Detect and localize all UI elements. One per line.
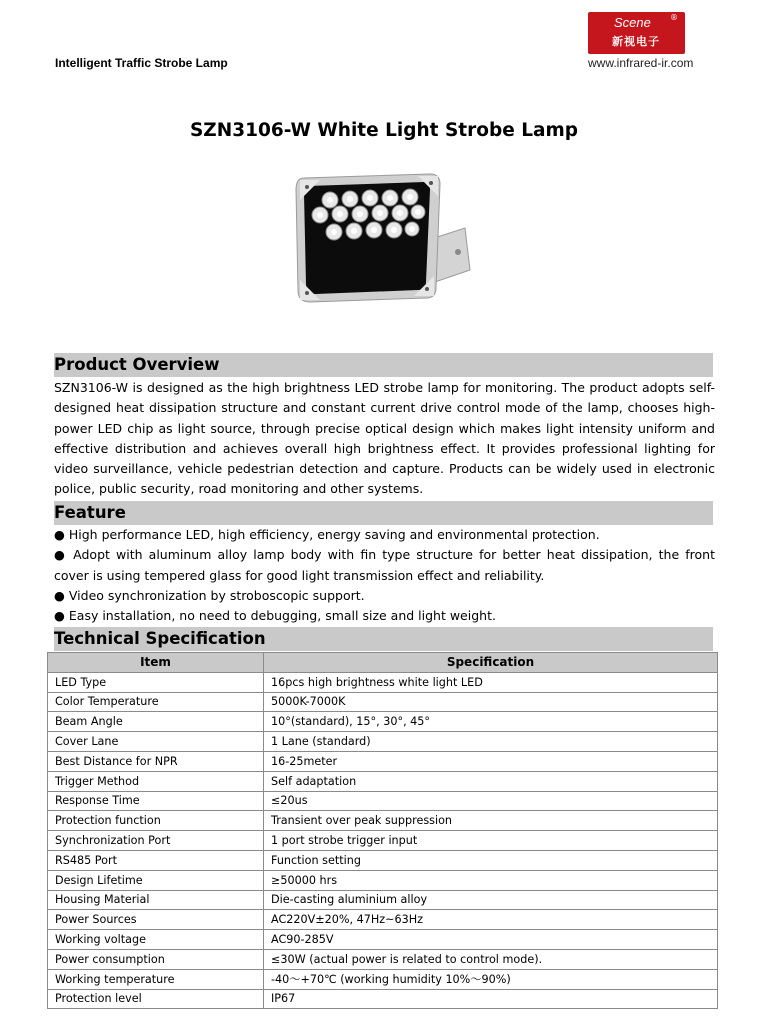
feature-heading-text: Feature bbox=[54, 503, 126, 522]
spec-value-cell: Self adaptation bbox=[264, 771, 718, 791]
spec-value-cell: Die-casting aluminium alloy bbox=[264, 890, 718, 910]
overview-paragraph bbox=[54, 378, 715, 500]
brand-logo bbox=[588, 12, 685, 54]
table-row bbox=[48, 969, 718, 989]
spec-value-cell: 1 Lane (standard) bbox=[264, 732, 718, 752]
table-row bbox=[48, 791, 718, 811]
spec-value-cell: 16-25meter bbox=[264, 751, 718, 771]
spec-col-item-header: Item bbox=[48, 653, 264, 673]
spec-value-cell: -40～+70℃ (working humidity 10%～90%) bbox=[264, 969, 718, 989]
table-row bbox=[48, 692, 718, 712]
spec-value-cell: 10°(standard), 15°, 30°, 45° bbox=[264, 712, 718, 732]
spec-item-cell: Protection function bbox=[48, 811, 264, 831]
table-row bbox=[48, 930, 718, 950]
spec-table bbox=[47, 652, 718, 1009]
spec-value-cell: 1 port strobe trigger input bbox=[264, 831, 718, 851]
spec-value-cell: Transient over peak suppression bbox=[264, 811, 718, 831]
feature-item: ● Easy installation, no need to debugging, small size and light weight. bbox=[54, 608, 496, 624]
table-row bbox=[48, 811, 718, 831]
spec-item-cell: Working temperature bbox=[48, 969, 264, 989]
spec-value-cell: AC90-285V bbox=[264, 930, 718, 950]
logo-brand-text: Scene bbox=[614, 15, 651, 30]
spec-item-cell: Response Time bbox=[48, 791, 264, 811]
spec-col-spec-header: Specification bbox=[264, 653, 718, 673]
spec-item-cell: Synchronization Port bbox=[48, 831, 264, 851]
spec-item-cell: Best Distance for NPR bbox=[48, 751, 264, 771]
section-heading-feature bbox=[54, 501, 713, 525]
spec-item-cell: Color Temperature bbox=[48, 692, 264, 712]
table-row bbox=[48, 850, 718, 870]
spec-item-cell: Design Lifetime bbox=[48, 870, 264, 890]
spec-value-cell: IP67 bbox=[264, 989, 718, 1009]
spec-item-cell: Housing Material bbox=[48, 890, 264, 910]
table-row bbox=[48, 910, 718, 930]
table-row bbox=[48, 732, 718, 752]
spec-table-header-row bbox=[48, 653, 718, 673]
feature-list bbox=[54, 525, 715, 626]
spec-item-cell: Cover Lane bbox=[48, 732, 264, 752]
section-heading-spec bbox=[54, 627, 713, 651]
feature-item: ● Adopt with aluminum alloy lamp body with fin type structure for better heat dissipation, the front cover is using tempered glass for good light transmission effect and reliability. bbox=[54, 547, 715, 583]
spec-item-cell: RS485 Port bbox=[48, 850, 264, 870]
page-title: SZN3106-W White Light Strobe Lamp bbox=[189, 120, 578, 141]
spec-value-cell: ≥50000 hrs bbox=[264, 870, 718, 890]
table-row bbox=[48, 890, 718, 910]
spec-value-cell: Function setting bbox=[264, 850, 718, 870]
website-url[interactable]: www.infrared-ir.com bbox=[588, 56, 694, 70]
strobe-lamp-product-image bbox=[290, 170, 480, 310]
document-header-title: Intelligent Traffic Strobe Lamp bbox=[55, 56, 228, 70]
logo-chinese-text: 新视电子 bbox=[612, 35, 660, 48]
table-row bbox=[48, 831, 718, 851]
table-row bbox=[48, 989, 718, 1009]
table-row bbox=[48, 771, 718, 791]
table-row bbox=[48, 712, 718, 732]
spec-item-cell: Trigger Method bbox=[48, 771, 264, 791]
feature-item: ● Video synchronization by stroboscopic support. bbox=[54, 587, 365, 603]
table-row bbox=[48, 751, 718, 771]
logo-registered-mark: ® bbox=[670, 13, 678, 22]
spec-value-cell: 5000K-7000K bbox=[264, 692, 718, 712]
spec-item-cell: Beam Angle bbox=[48, 712, 264, 732]
table-row bbox=[48, 870, 718, 890]
feature-item: ● High performance LED, high efficiency, energy saving and environmental protection. bbox=[54, 527, 600, 542]
spec-item-cell: Working voltage bbox=[48, 930, 264, 950]
spec-value-cell: ≤30W (actual power is related to control mode). bbox=[264, 949, 718, 969]
overview-text: SZN3106-W is designed as the high brightness LED strobe lamp for monitoring. The product adopts self-designed heat dissipation structure and constant current drive control mode of the lamp, chooses high-power LED chip as light source, through precise optical design which makes light intensity uniform and effective distribution and achieves overall high brightness effect. It provides professional lighting for video surveillance, vehicle pedestrian detection and capture. Products can be widely used in electronic police, public security, road monitoring and other systems. bbox=[54, 380, 715, 497]
table-row bbox=[48, 672, 718, 692]
section-heading-overview bbox=[54, 353, 713, 377]
spec-item-cell: Power Sources bbox=[48, 910, 264, 930]
overview-heading-text: Product Overview bbox=[54, 355, 220, 374]
spec-value-cell: 16pcs high brightness white light LED bbox=[264, 672, 718, 692]
spec-item-cell: Power consumption bbox=[48, 949, 264, 969]
spec-item-cell: Protection level bbox=[48, 989, 264, 1009]
spec-value-cell: AC220V±20%, 47Hz~63Hz bbox=[264, 910, 718, 930]
spec-item-cell: LED Type bbox=[48, 672, 264, 692]
table-row bbox=[48, 949, 718, 969]
spec-value-cell: ≤20us bbox=[264, 791, 718, 811]
spec-heading-text: Technical Specification bbox=[54, 629, 266, 648]
